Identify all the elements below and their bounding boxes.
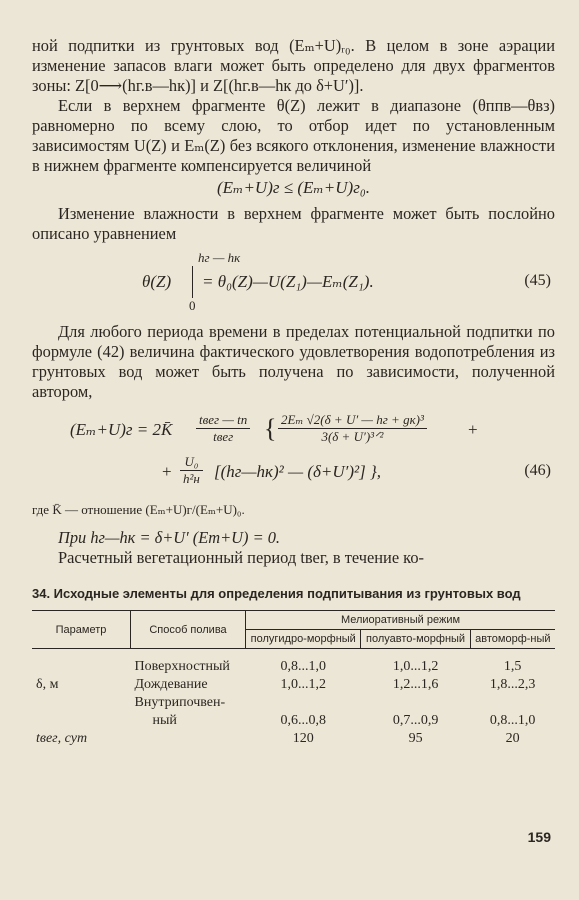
data-table (32, 610, 555, 748)
cell-value: 95 (408, 731, 423, 746)
paragraph-1: ной подпитки из грунтовых вод (Eₘ+U)ᵣ₀. В целом в зоне аэрации изменение запасов влаги может быть определено для двух фрагментов зоны: Z[0⟶(hг.в—hк)] и Z[(hг.в—hк до δ+U′)]. (32, 36, 555, 95)
where-clause: где K̄ — отношение (Eₘ+U)г/(Eₘ+U)₀. (32, 502, 245, 517)
eq46-line2-fraction (180, 454, 203, 487)
cell-value: 120 (292, 731, 314, 746)
equation-46-line2 (32, 452, 555, 492)
eq45-number: (45) (524, 272, 551, 289)
table-row (32, 676, 555, 694)
eq46-line2-num: U₀ (180, 454, 203, 471)
cell-param (32, 694, 131, 712)
formula-inequality: (Eₘ+U)г ≤ (Eₘ+U)г₀. (216, 178, 371, 197)
cell-value: 0,8...1,0 (489, 713, 536, 728)
eq46-time-fraction (196, 412, 250, 445)
cell-param: tвег, сут (36, 731, 88, 746)
cell-method (131, 730, 246, 748)
eq45-bar (192, 266, 193, 298)
cell-value: 1,5 (503, 659, 522, 674)
table-title: 34. Исходные элементы для определения подпитывания из грунтовых вод (32, 586, 521, 601)
cell-value (246, 694, 361, 712)
cell-method: Поверхностный (134, 659, 230, 674)
paragraph-3: Изменение влажности в верхнем фрагменте может быть послойно описано уравнением (32, 204, 555, 243)
table-row (32, 694, 555, 712)
eq46-time-fraction-den: tвег (213, 429, 234, 444)
cell-value: 1,0...1,2 (280, 677, 326, 692)
cell-value: 1,0...1,2 (392, 659, 439, 674)
cell-value: 0,6...0,8 (280, 713, 326, 728)
th-method: Способ полива (131, 611, 246, 649)
equation-45 (32, 250, 555, 314)
eq45-upper-limit: hг — hк (198, 250, 241, 265)
eq46-inner-fraction (278, 412, 427, 445)
cell-method: Дождевание (134, 677, 208, 692)
cell-method: ный (152, 713, 177, 728)
paragraph-5: Расчетный вегетационный период tвег, в течение ко- (58, 548, 424, 567)
equation-46-line1 (32, 408, 555, 450)
condition-line: При hг—hк = δ+U′ (Eт+U) = 0. (58, 528, 281, 547)
eq46-time-fraction-num: tвег — tп (196, 412, 250, 429)
eq45-left: θ(Z) (142, 272, 172, 291)
eq46-line2-plus: + (162, 462, 172, 481)
eq46-lhs: (Eₘ+U)г = 2K̄ (70, 420, 173, 439)
th-parameter: Параметр (32, 611, 131, 649)
cell-value: 1,2...1,6 (392, 677, 439, 692)
eq46-inner-num: 2Eₘ √2(δ + U′ — hг + gк)³ (278, 412, 427, 429)
eq46-line2-den: h²н (183, 471, 200, 486)
paragraph-4: Для любого периода времени в пределах потенциальной подпитки по формуле (42) величина фактического удовлетворения водопотребления из грунтовых вод может быть получена по зависимости, полученной автором, (32, 322, 555, 401)
th-automorphic: автоморф-ный (470, 630, 555, 649)
cell-value (470, 694, 555, 712)
cell-param (32, 712, 131, 730)
th-semiautomorphic: полуавто-морфный (361, 630, 470, 649)
cell-value: 0,7...0,9 (392, 713, 439, 728)
table-row (32, 712, 555, 730)
cell-value: 1,8...2,3 (489, 677, 536, 692)
eq46-number: (46) (524, 462, 551, 479)
eq45-lower-limit: 0 (189, 298, 196, 313)
th-semihydromorphic: полугидро-морфный (246, 630, 361, 649)
page-number: 159 (527, 829, 551, 845)
eq45-right: = θ₀(Z)—U(Z₁)—Eₘ(Z₁). (202, 272, 374, 291)
eq46-line2-bracket: [(hг—hк)² — (δ+U′)²] }, (214, 462, 382, 481)
cell-value: 20 (505, 731, 520, 746)
cell-param (32, 649, 131, 677)
eq46-plus: + (468, 420, 478, 439)
eq46-inner-den: 3(δ + U′)³ᐟ² (321, 429, 384, 444)
table-row (32, 649, 555, 677)
cell-value: 0,8...1,0 (280, 659, 326, 674)
table-row (32, 730, 555, 748)
cell-param: δ, м (36, 677, 59, 692)
th-regime: Мелиоративный режим (246, 611, 556, 630)
cell-value (361, 694, 470, 712)
paragraph-2: Если в верхнем фрагменте θ(Z) лежит в диапазоне (θппв—θвз) равномерно по всему слою, то отбор идет по установленным зависимостям U(Z) и Eₘ(Z) без всякого отклонения, изменение влажности в нижнем фрагменте компенсируется величиной (32, 96, 555, 175)
eq46-brace-open: { (264, 414, 277, 443)
cell-method: Внутрипочвен- (134, 695, 226, 710)
